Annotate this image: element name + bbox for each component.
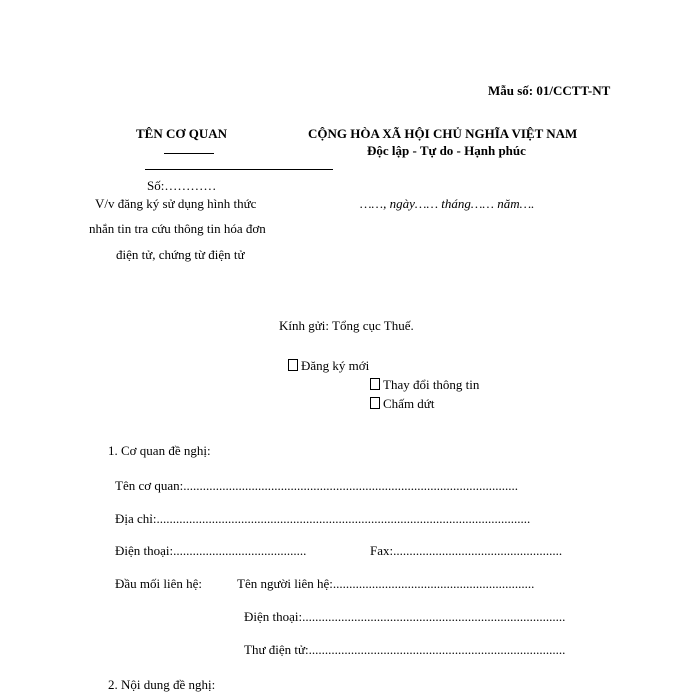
field-contact-name[interactable]: Tên người liên hệ:..............................................................	[237, 576, 535, 591]
option-terminate-label: Chấm dứt	[383, 396, 435, 411]
recipient: Kính gửi: Tổng cục Thuế.	[279, 318, 414, 333]
motto: Độc lập - Tự do - Hạnh phúc	[367, 143, 526, 158]
agency-name-header: TÊN CƠ QUAN	[136, 126, 228, 141]
checkbox-icon[interactable]	[288, 359, 298, 371]
option-terminate[interactable]	[370, 396, 434, 412]
option-change-info-label: Thay đổi thông tin	[383, 377, 480, 392]
date-line: ……, ngày…… tháng…… năm….	[360, 196, 535, 211]
field-fax[interactable]: Fax:....................................................	[370, 543, 563, 558]
form-code: Mẫu số: 01/CCTT-NT	[488, 83, 611, 98]
checkbox-icon[interactable]	[370, 378, 380, 390]
checkbox-icon[interactable]	[370, 397, 380, 409]
republic-title: CỘNG HÒA XÃ HỘI CHỦ NGHĨA VIỆT NAM	[308, 126, 578, 141]
field-contact-email[interactable]: Thư điện tử:...............................................................................	[244, 642, 566, 657]
agency-underline	[164, 153, 214, 154]
subject-line-2: nhắn tin tra cứu thông tin hóa đơn	[89, 221, 266, 236]
option-register-new-label: Đăng ký mới	[301, 358, 370, 373]
option-change-info[interactable]	[370, 377, 479, 393]
field-address[interactable]: Địa chỉ:...................................................................................................................	[115, 511, 531, 526]
section2-title: 2. Nội dung đề nghị:	[108, 677, 216, 692]
doc-number: Số:…………	[147, 178, 217, 193]
section1-title: 1. Cơ quan đề nghị:	[108, 443, 211, 458]
subject-line-3: điện tử, chứng từ điện tử	[116, 247, 245, 262]
subject-line-1: V/v đăng ký sử dụng hình thức	[95, 196, 257, 211]
option-register-new[interactable]	[288, 358, 369, 374]
field-contact-phone[interactable]: Điện thoại:.................................................................................	[244, 609, 566, 624]
motto-underline	[145, 169, 333, 170]
field-agency-name[interactable]: Tên cơ quan:.......................................................................................................	[115, 478, 518, 493]
field-phone[interactable]: Điện thoại:.........................................	[115, 543, 307, 558]
contact-label: Đầu mối liên hệ:	[115, 576, 203, 591]
